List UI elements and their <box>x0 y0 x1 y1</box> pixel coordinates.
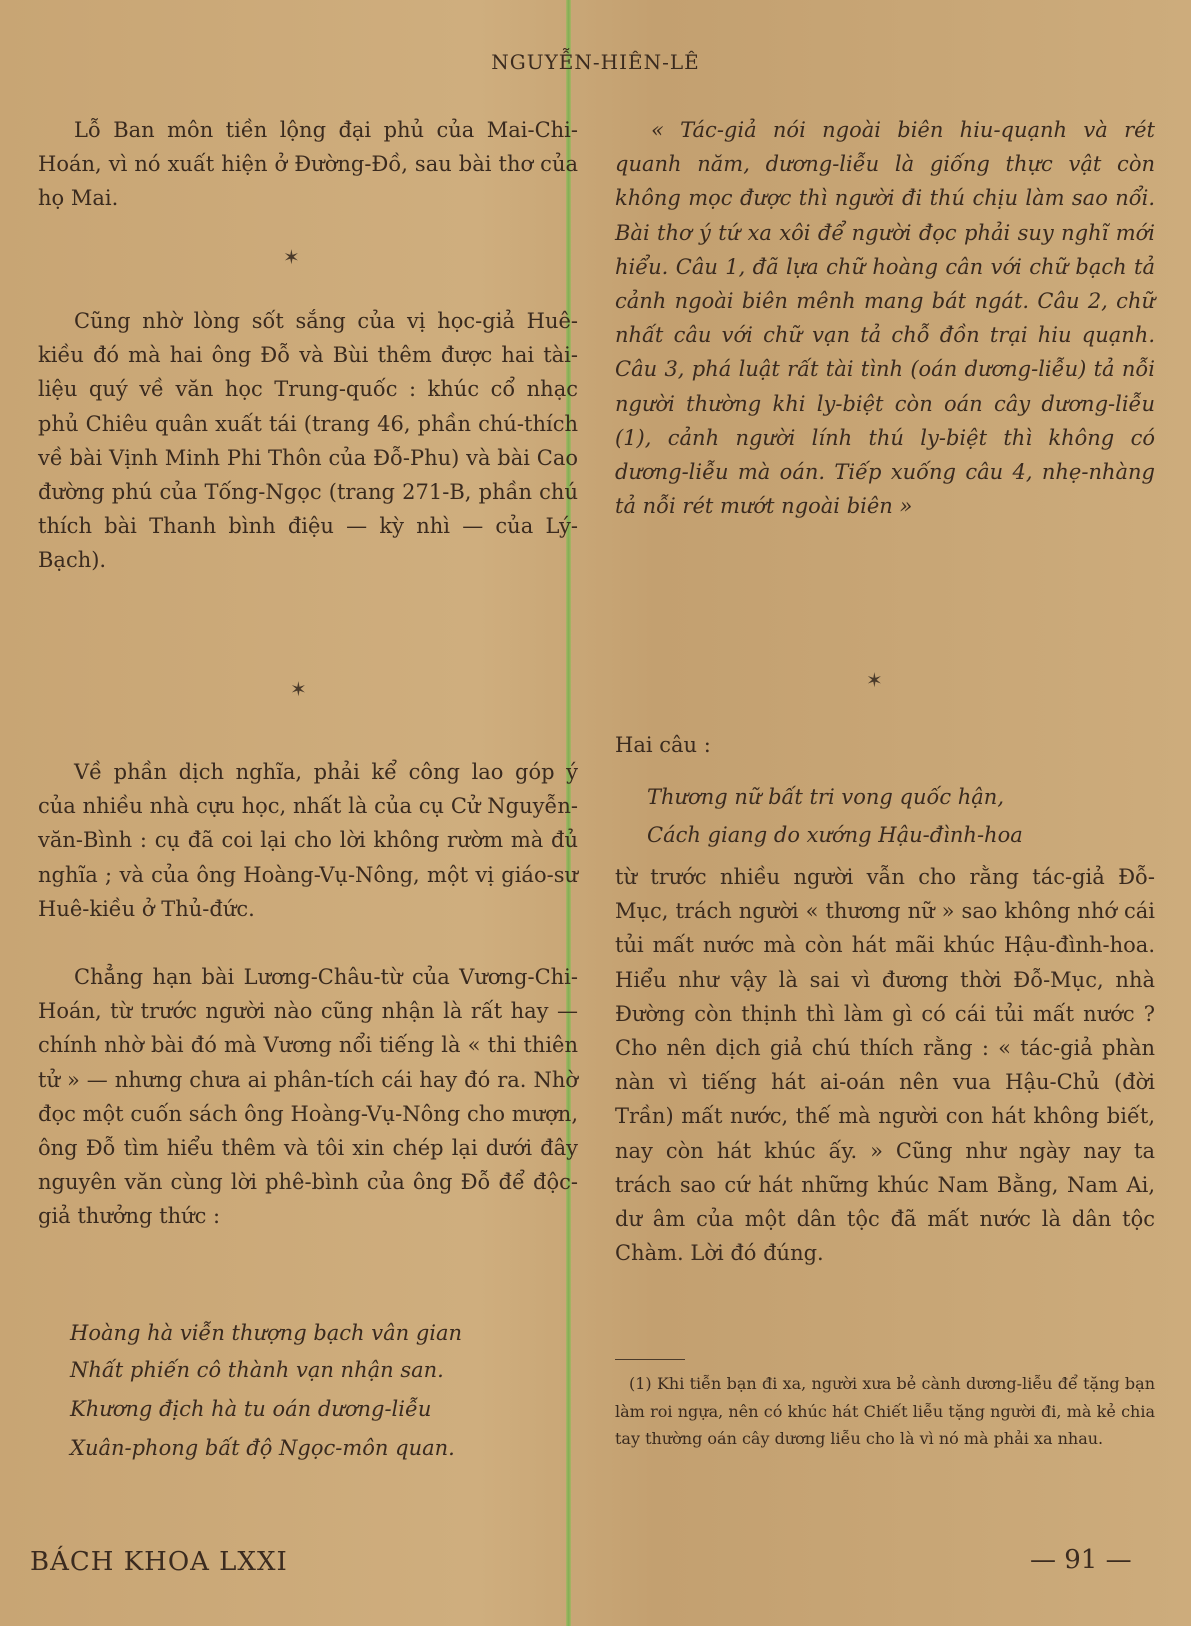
poem-line: Thương nữ bất tri vong quốc hận, <box>647 785 1005 809</box>
poem-line: Nhất phiến cô thành vạn nhận san. <box>70 1358 444 1382</box>
paragraph: Hai câu : <box>615 733 711 757</box>
paragraph: từ trước nhiều người vẫn cho rằng tác-giả Đỗ-Mục, trách người « thương nữ » sao không nhớ cái tủi mất nước mà còn hát mãi khúc Hậu-đình-hoa. Hiểu như vậy là sai vì đương thời Đỗ-Mục, nhà Đường còn thịnh thì làm gì có cái tủi mất nước ? Cho nên dịch giả chú thích rằng : « tác-giả phàn nàn vì tiếng hát ai-oán nên vua Hậu-Chủ (đời Trần) mất nước, thế mà người con hát không biết, nay còn hát khúc ấy. » Cũng như ngày nay ta trách sao cứ hát những khúc Nam Bằng, Nam Ai, dư âm của một dân tộc đã mất nước là dân tộc Chàm. Lời đó đúng. <box>615 865 1155 1266</box>
page-number: — 91 — <box>1030 1545 1132 1575</box>
paragraph: Về phần dịch nghĩa, phải kể công lao góp ý của nhiều nhà cựu học, nhất là của cụ Cử Nguyễn-văn-Bình : cụ đã coi lại cho lời không rườm mà đủ nghĩa ; và của ông Hoàng-Vụ-Nông, một vị giáo-sư Huê-kiều ở Thủ-đức. <box>38 760 578 921</box>
paragraph: Lỗ Ban môn tiền lộng đại phủ của Mai-Chi-Hoán, vì nó xuất hiện ở Đường-Đồ, sau bài thơ của họ Mai. <box>38 118 578 211</box>
poem-line: Khương địch hà tu oán dương-liễu <box>70 1397 432 1421</box>
paragraph: Chẳng hạn bài Lương-Châu-từ của Vương-Chi-Hoán, từ trước người nào cũng nhận là rất hay — chính nhờ bài đó mà Vương nổi tiếng là « thi thiên tử » — nhưng chưa ai phân-tích cái hay đó ra. Nhờ đọc một cuốn sách ông Hoàng-Vụ-Nông cho mượn, ông Đỗ tìm hiểu thêm và tôi xin chép lại dưới đây nguyên văn cùng lời phê-bình của ông Đỗ để độc-giả thưởng thức : <box>38 965 578 1229</box>
paragraph-quote: « Tác-giả nói ngoài biên hiu-quạnh và rét quanh năm, dương-liễu là giống thực vật còn không mọc được thì người đi thú chịu làm sao nổi. Bài thơ ý tứ xa xôi để người đọc phải suy nghĩ mới hiểu. Câu 1, đã lựa chữ hoàng cân với chữ bạch tả cảnh ngoài biên mênh mang bát ngát. Câu 2, chữ nhất câu với chữ vạn tả chỗ đồn trại hiu quạnh. Câu 3, phá luật rất tài tình (oán dương-liễu) tả nỗi người thường khi ly-biệt còn oán cây dương-liễu (1), cảnh người lính thú ly-biệt thì không có dương-liễu mà oán. Tiếp xuống câu 4, nhẹ-nhàng tả nỗi rét mướt ngoài biên » <box>615 118 1155 519</box>
footnote-divider <box>615 1359 685 1360</box>
magazine-title: BÁCH KHOA LXXI <box>30 1547 288 1577</box>
footnote: (1) Khi tiễn bạn đi xa, người xưa bẻ cành dương-liễu để tặng bạn làm roi ngựa, nên có khúc hát Chiết liễu tặng người đi, mà kẻ chia tay thường oán cây dương liễu cho là vì nó mà phải xa nhau. <box>615 1374 1155 1448</box>
poem-line: Cách giang do xướng Hậu-đình-hoa <box>647 823 1023 847</box>
poem-line: Xuân-phong bất độ Ngọc-môn quan. <box>70 1436 455 1460</box>
paragraph: Cũng nhờ lòng sốt sắng của vị học-giả Huê-kiều đó mà hai ông Đỗ và Bùi thêm được hai tài-liệu quý về văn học Trung-quốc : khúc cổ nhạc phủ Chiêu quân xuất tái (trang 46, phần chú-thích về bài Vịnh Minh Phi Thôn của Đỗ-Phu) và bài Cao đường phú của Tống-Ngọc (trang 271-B, phần chú thích bài Thanh bình điệu — kỳ nhì — của Lý-Bạch). <box>38 309 578 573</box>
section-star: ✶ <box>290 677 307 701</box>
section-star: ✶ <box>283 245 300 269</box>
section-star: ✶ <box>866 668 883 692</box>
poem-line: Hoàng hà viễn thượng bạch vân gian <box>70 1321 463 1345</box>
page-header: NGUYỄN-HIÊN-LÊ <box>491 50 700 74</box>
